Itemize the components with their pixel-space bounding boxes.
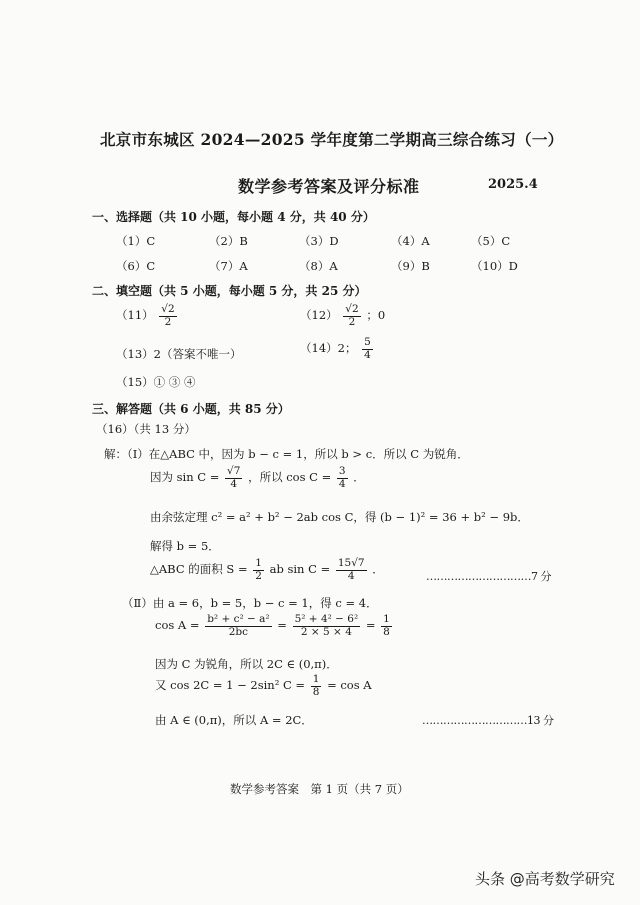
- solution-line: 解：（Ⅰ）在△ABC 中，因为 b − c = 1，所以 b > c．所以 C 为锐角．: [104, 447, 469, 461]
- document-subtitle: 数学参考答案及评分标准: [238, 177, 420, 196]
- answer-item: （3）D: [299, 234, 339, 248]
- text: =: [365, 618, 376, 633]
- fraction: [381, 614, 392, 638]
- numerator: √7: [227, 465, 241, 477]
- denominator: 8: [383, 625, 390, 638]
- fraction: [336, 558, 367, 582]
- answer-label: （12）: [300, 308, 338, 323]
- numerator: √2: [345, 303, 359, 315]
- numerator: 1: [312, 673, 320, 685]
- answer-15: （15）① ③ ④: [116, 375, 196, 389]
- answer-item: （7）A: [209, 259, 248, 273]
- text: = cos A: [327, 678, 372, 693]
- answer-item: （4）A: [391, 234, 430, 248]
- section-heading-fill: 二、填空题（共 5 小题，每小题 5 分，共 25 分）: [92, 284, 367, 298]
- numerator: 3: [338, 465, 346, 477]
- solution-line: 解得 b = 5．: [150, 539, 220, 553]
- answer-item: （1）C: [116, 234, 156, 248]
- numerator: 5² + 4² − 6²: [294, 613, 359, 625]
- fraction: [337, 466, 348, 490]
- denominator: 2bc: [228, 625, 249, 638]
- numerator: b² + c² − a²: [207, 613, 270, 625]
- solution-line: [150, 466, 365, 490]
- solution-line: [155, 614, 394, 638]
- fraction: [253, 558, 264, 582]
- text: 因为 sin C =: [150, 470, 220, 485]
- answer-12: [300, 304, 385, 328]
- numerator: 1: [383, 613, 390, 625]
- fraction: [311, 674, 322, 698]
- document-date: 2025.4: [488, 177, 538, 192]
- denominator: 2: [255, 569, 262, 582]
- text: △ABC 的面积 S =: [150, 562, 248, 577]
- page-footer: 数学参考答案 第 1 页（共 7 页）: [230, 782, 409, 796]
- denominator: 2 × 5 × 4: [300, 625, 352, 638]
- denominator: 4: [364, 348, 371, 361]
- text: ．: [372, 562, 384, 577]
- document-title: 北京市东城区 2024—2025 学年度第二学期高三综合练习（一）: [100, 130, 564, 149]
- answer-item: （2）B: [209, 234, 248, 248]
- solution-line: 因为 C 为锐角，所以 2C ∈ (0,π)．: [155, 657, 338, 671]
- denominator: 2: [348, 315, 356, 328]
- answer-item: （6）C: [116, 259, 156, 273]
- section-heading-choice: 一、选择题（共 10 小题，每小题 4 分，共 40 分）: [92, 210, 375, 224]
- fraction: [225, 466, 242, 490]
- question-16-title: （16）（共 13 分）: [96, 422, 196, 436]
- numerator: √2: [161, 303, 175, 315]
- text: =: [277, 618, 287, 633]
- score-marker-7: …………………………7 分: [426, 570, 551, 583]
- text: ．: [353, 470, 365, 485]
- fraction: [362, 337, 373, 361]
- text: ab sin C =: [269, 562, 331, 577]
- answer-item: （9）B: [391, 259, 430, 273]
- denominator: 4: [230, 477, 238, 490]
- fraction: [205, 614, 271, 638]
- answer-item: （8）A: [299, 259, 338, 273]
- numerator: 5: [364, 336, 371, 348]
- denominator: 8: [312, 685, 320, 698]
- denominator: 4: [347, 569, 355, 582]
- answer-14: [300, 337, 375, 361]
- solution-line: [155, 674, 372, 698]
- answer-label: （14）2；: [300, 341, 357, 356]
- denominator: 2: [164, 315, 172, 328]
- answer-11: [116, 304, 179, 328]
- solution-line: （Ⅱ）由 a = 6，b = 5，b − c = 1，得 c = 4．: [122, 596, 378, 610]
- numerator: 15√7: [337, 557, 365, 569]
- section-heading-solve: 三、解答题（共 6 小题，共 85 分）: [92, 402, 290, 416]
- text: 又 cos 2C = 1 − 2sin² C =: [155, 678, 306, 693]
- text: cos A =: [155, 618, 200, 633]
- answer-13: （13）2（答案不唯一）: [116, 347, 242, 361]
- answer-tail: ；0: [366, 308, 386, 323]
- watermark: 头条 @高考数学研究: [475, 870, 615, 888]
- numerator: 1: [255, 557, 262, 569]
- solution-line: 由 A ∈ (0,π)，所以 A = 2C．: [155, 713, 313, 727]
- score-marker-13: …………………………13 分: [422, 714, 554, 727]
- solution-line: [150, 558, 384, 582]
- solution-line: 由余弦定理 c² = a² + b² − 2ab cos C，得 (b − 1)² = 36 + b² − 9b．: [150, 510, 529, 524]
- fraction: [293, 614, 361, 638]
- fraction: [343, 304, 360, 328]
- fraction: [159, 304, 176, 328]
- denominator: 4: [338, 477, 346, 490]
- answer-item: （10）D: [471, 259, 518, 273]
- answer-label: （11）: [116, 308, 154, 323]
- answer-item: （5）C: [471, 234, 511, 248]
- text: ，所以 cos C =: [248, 470, 332, 485]
